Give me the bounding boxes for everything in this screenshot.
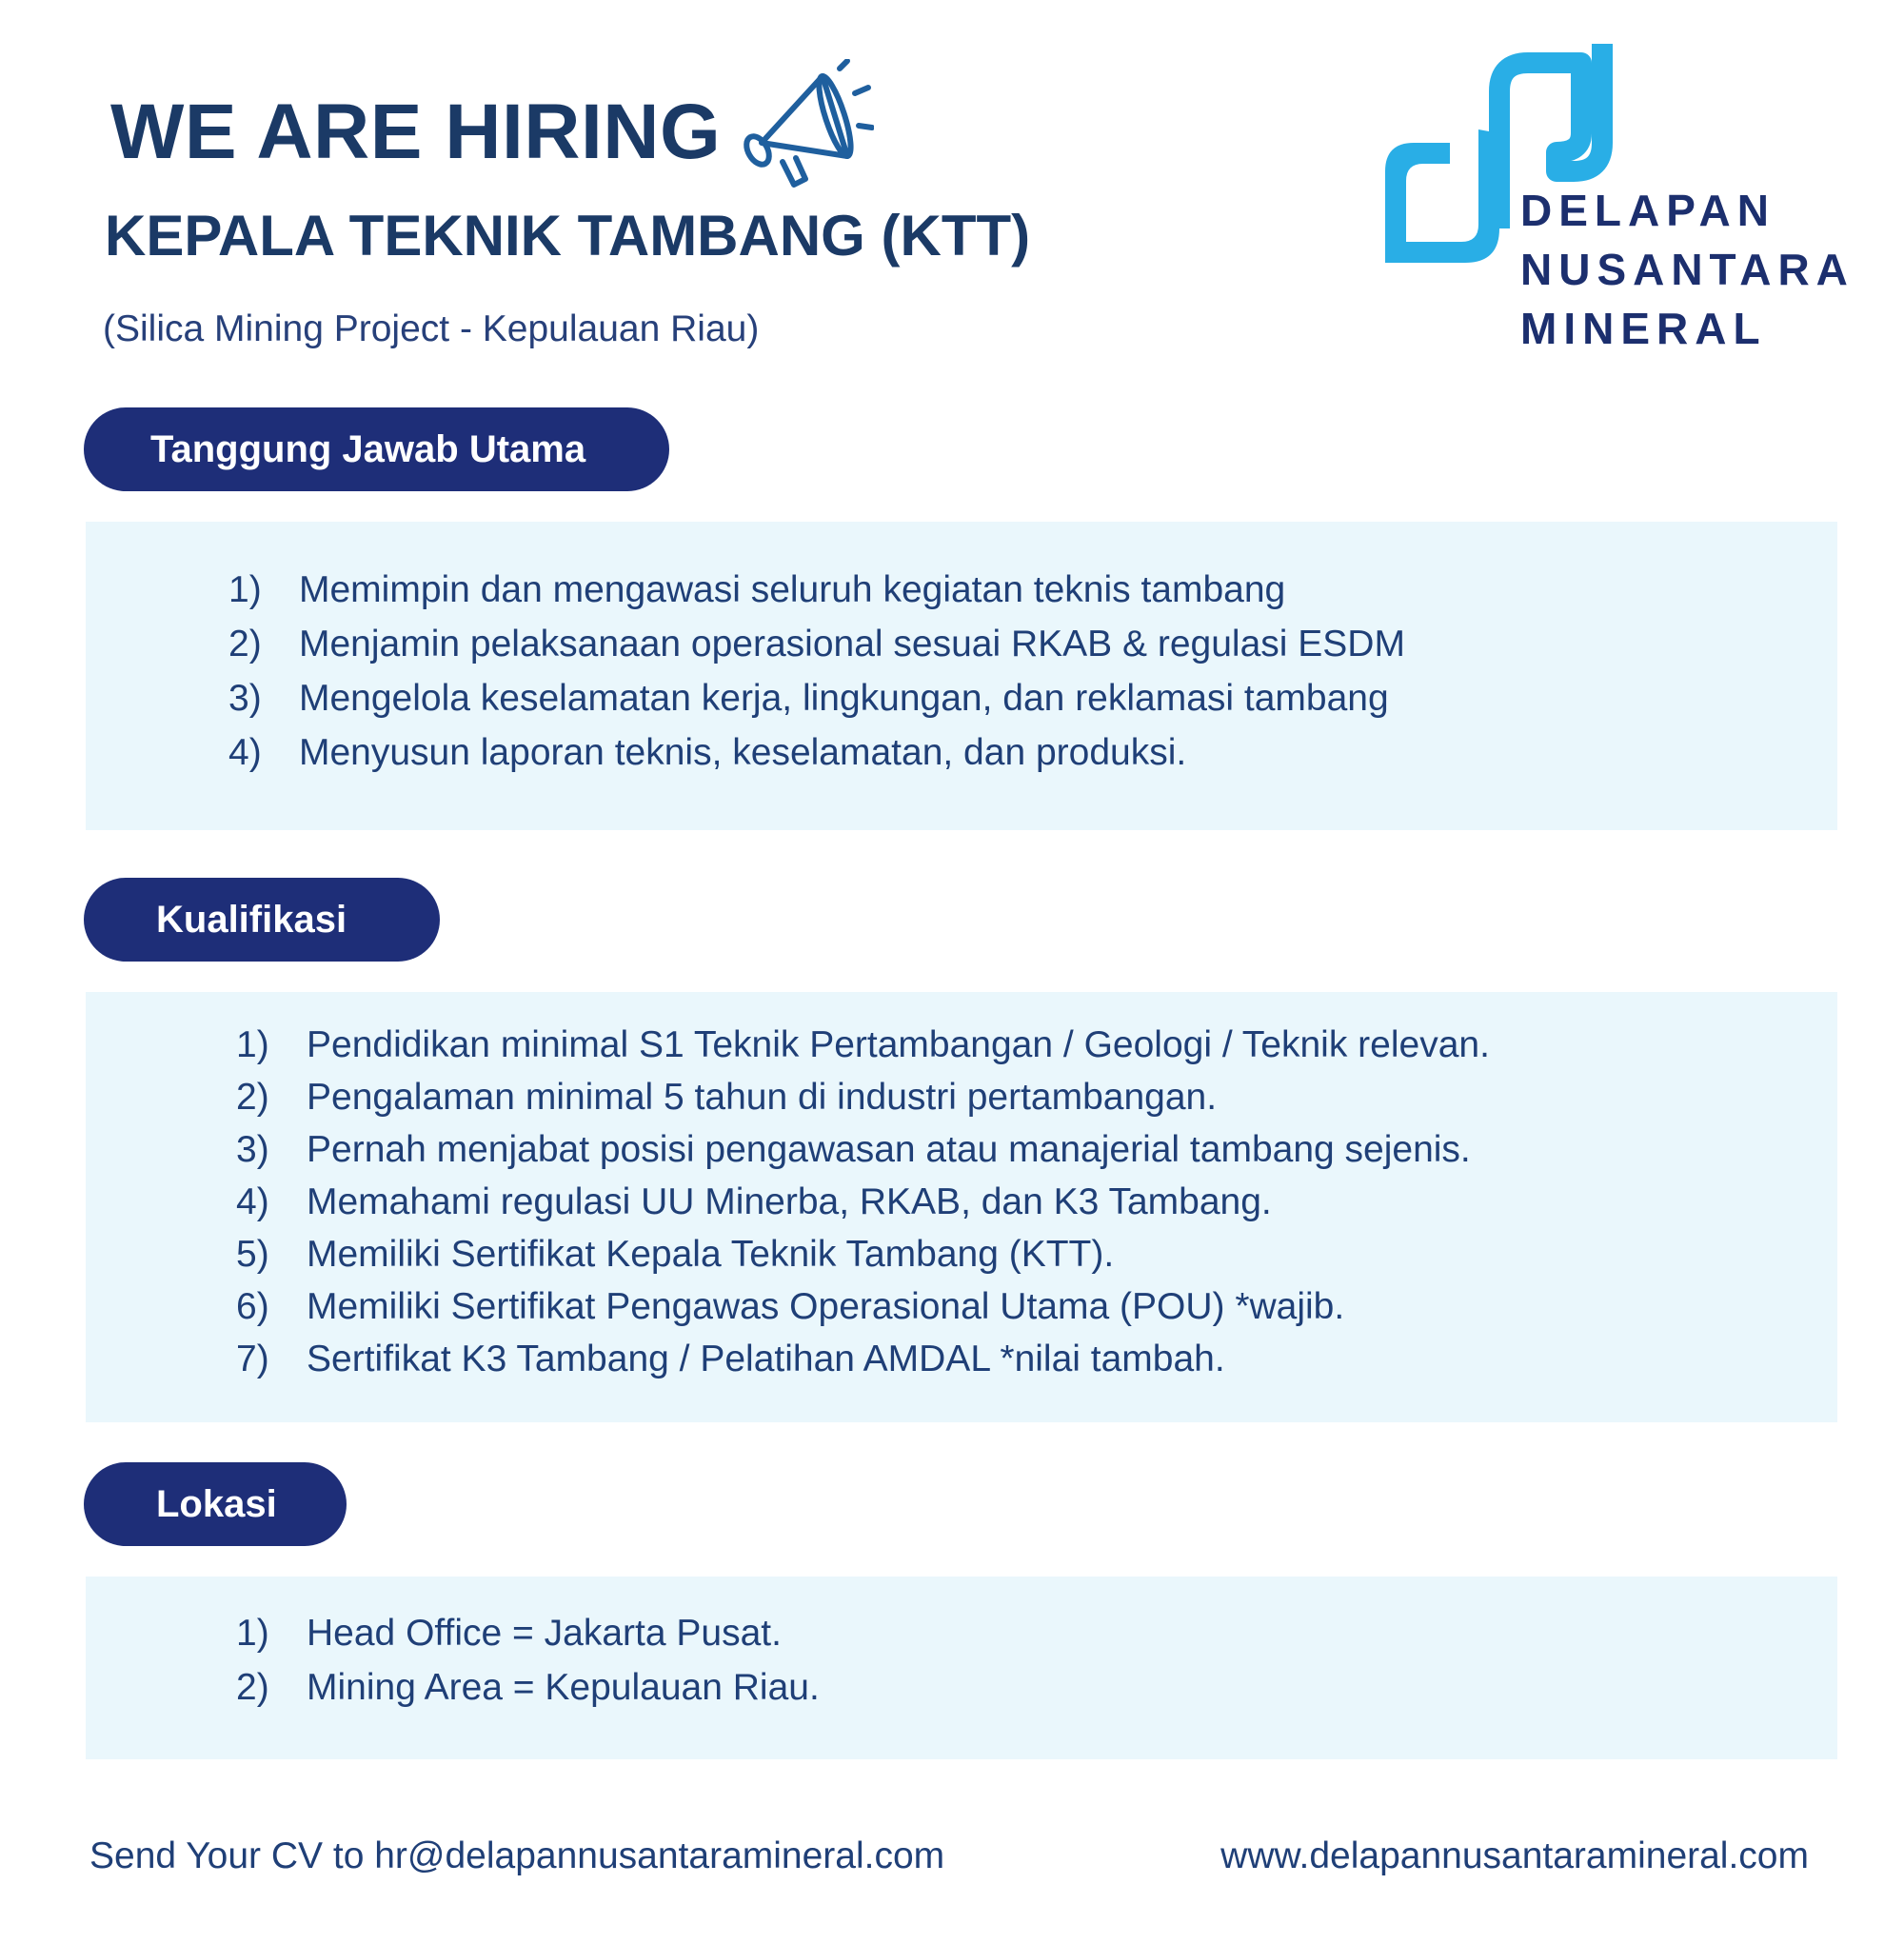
section-heading-responsibilities: Tanggung Jawab Utama xyxy=(84,407,669,491)
company-logo xyxy=(1376,38,1852,352)
page-title: WE ARE HIRING xyxy=(110,89,722,175)
website-link[interactable]: www.delapannusantaramineral.com xyxy=(1220,1835,1809,1876)
qualifications-panel xyxy=(86,992,1837,1422)
section-heading-location: Lokasi xyxy=(84,1462,347,1546)
list-item: 3) Mengelola keselamatan kerja, lingkungan, dan reklamasi tambang xyxy=(228,678,1389,719)
list-item: 4) Memahami regulasi UU Minerba, RKAB, dan K3 Tambang. xyxy=(236,1181,1272,1222)
megaphone-icon xyxy=(741,59,874,188)
responsibilities-list xyxy=(228,571,1837,771)
list-item: 3) Pernah menjabat posisi pengawasan atau manajerial tambang sejenis. xyxy=(236,1129,1471,1170)
logo-mark-icon xyxy=(1376,38,1623,276)
list-item: 1) Pendidikan minimal S1 Teknik Pertambangan / Geologi / Teknik relevan. xyxy=(236,1024,1490,1065)
list-item: 2) Menjamin pelaksanaan operasional sesuai RKAB & regulasi ESDM xyxy=(228,624,1405,665)
list-item: 6) Memiliki Sertifikat Pengawas Operasional Utama (POU) *wajib. xyxy=(236,1286,1345,1327)
list-item: 7) Sertifikat K3 Tambang / Pelatihan AMDAL *nilai tambah. xyxy=(236,1339,1225,1379)
logo-line-nusantara: NUSANTARA xyxy=(1520,245,1854,294)
list-item: 2) Mining Area = Kepulauan Riau. xyxy=(236,1667,820,1708)
location-list xyxy=(236,1615,1837,1706)
list-item: 1) Head Office = Jakarta Pusat. xyxy=(236,1613,782,1654)
position-title: KEPALA TEKNIK TAMBANG (KTT) xyxy=(105,204,1031,268)
list-item: 1) Memimpin dan mengawasi seluruh kegiatan teknis tambang xyxy=(228,569,1286,610)
project-subtitle: (Silica Mining Project - Kepulauan Riau) xyxy=(103,308,760,349)
list-item: 2) Pengalaman minimal 5 tahun di industri pertambangan. xyxy=(236,1077,1218,1118)
responsibilities-panel xyxy=(86,522,1837,830)
logo-line-delapan: DELAPAN xyxy=(1520,186,1775,235)
section-heading-qualifications: Kualifikasi xyxy=(84,878,440,962)
list-item: 4) Menyusun laporan teknis, keselamatan, dan produksi. xyxy=(228,732,1187,773)
list-item: 5) Memiliki Sertifikat Kepala Teknik Tambang (KTT). xyxy=(236,1234,1115,1275)
location-panel xyxy=(86,1577,1837,1759)
logo-line-mineral: MINERAL xyxy=(1520,304,1767,353)
send-cv-email[interactable]: Send Your CV to hr@delapannusantaramineral.com xyxy=(89,1835,945,1876)
qualifications-list xyxy=(236,1026,1837,1378)
